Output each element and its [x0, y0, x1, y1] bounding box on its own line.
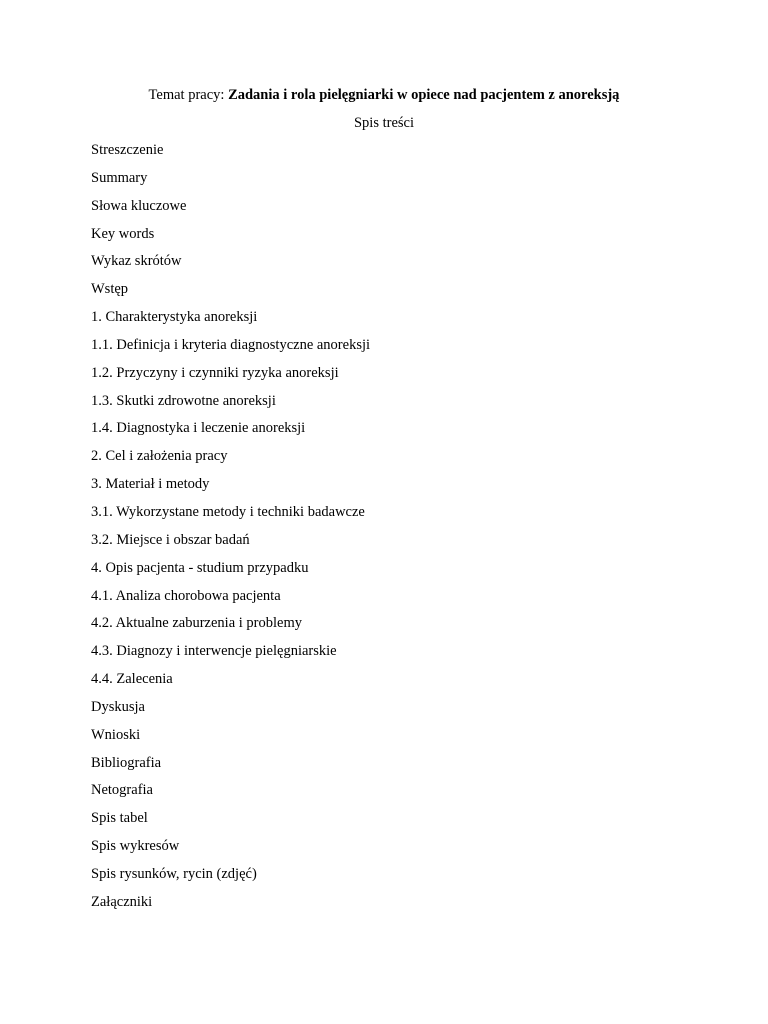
toc-item: 3.1. Wykorzystane metody i techniki badawcze	[91, 503, 365, 520]
toc-item: Załączniki	[91, 893, 153, 910]
toc-item: Wykaz skrótów	[91, 253, 182, 270]
toc-item: Spis tabel	[91, 810, 148, 827]
toc-item: Dyskusja	[91, 698, 145, 715]
toc-item: Słowa kluczowe	[91, 197, 187, 214]
toc-item: Netografia	[91, 782, 153, 799]
toc-item: Summary	[91, 169, 148, 186]
toc-item: 1.1. Definicja i kryteria diagnostyczne anoreksji	[91, 336, 371, 353]
toc-item: Streszczenie	[91, 142, 164, 158]
toc-item: 3. Materiał i metody	[91, 476, 210, 493]
toc-item: 1.3. Skutki zdrowotne anoreksji	[91, 392, 276, 409]
toc-item: 1.4. Diagnostyka i leczenie anoreksji	[91, 420, 306, 437]
toc-item: Bibliografia	[91, 754, 162, 771]
toc-item: 1.2. Przyczyny i czynniki ryzyka anoreksji	[91, 364, 339, 381]
toc-item: Key words	[91, 225, 155, 242]
toc-item: 2. Cel i założenia pracy	[91, 448, 228, 465]
toc-item: 4.1. Analiza chorobowa pacjenta	[91, 587, 281, 604]
thesis-title	[0, 85, 768, 105]
toc-item: 4.3. Diagnozy i interwencje pielęgniarskie	[91, 643, 337, 660]
toc-item: Wnioski	[91, 726, 141, 743]
toc-item: 4.2. Aktualne zaburzenia i problemy	[91, 615, 302, 632]
thesis-title-text: Zadania i rola pielęgniarki w opiece nad pacjentem z anoreksją	[228, 87, 620, 103]
thesis-title-prefix: Temat pracy:	[148, 87, 229, 103]
toc-list	[91, 140, 370, 920]
toc-item: Wstęp	[91, 281, 129, 298]
toc-item: 3.2. Miejsce i obszar badań	[91, 531, 250, 548]
toc-item: Spis rysunków, rycin (zdjęć)	[91, 865, 257, 882]
toc-item: 1. Charakterystyka anoreksji	[91, 309, 258, 326]
toc-item: 4. Opis pacjenta - studium przypadku	[91, 559, 309, 576]
toc-heading: Spis treści	[353, 115, 414, 131]
toc-item: Spis wykresów	[91, 838, 180, 855]
toc-item: 4.4. Zalecenia	[91, 671, 173, 688]
